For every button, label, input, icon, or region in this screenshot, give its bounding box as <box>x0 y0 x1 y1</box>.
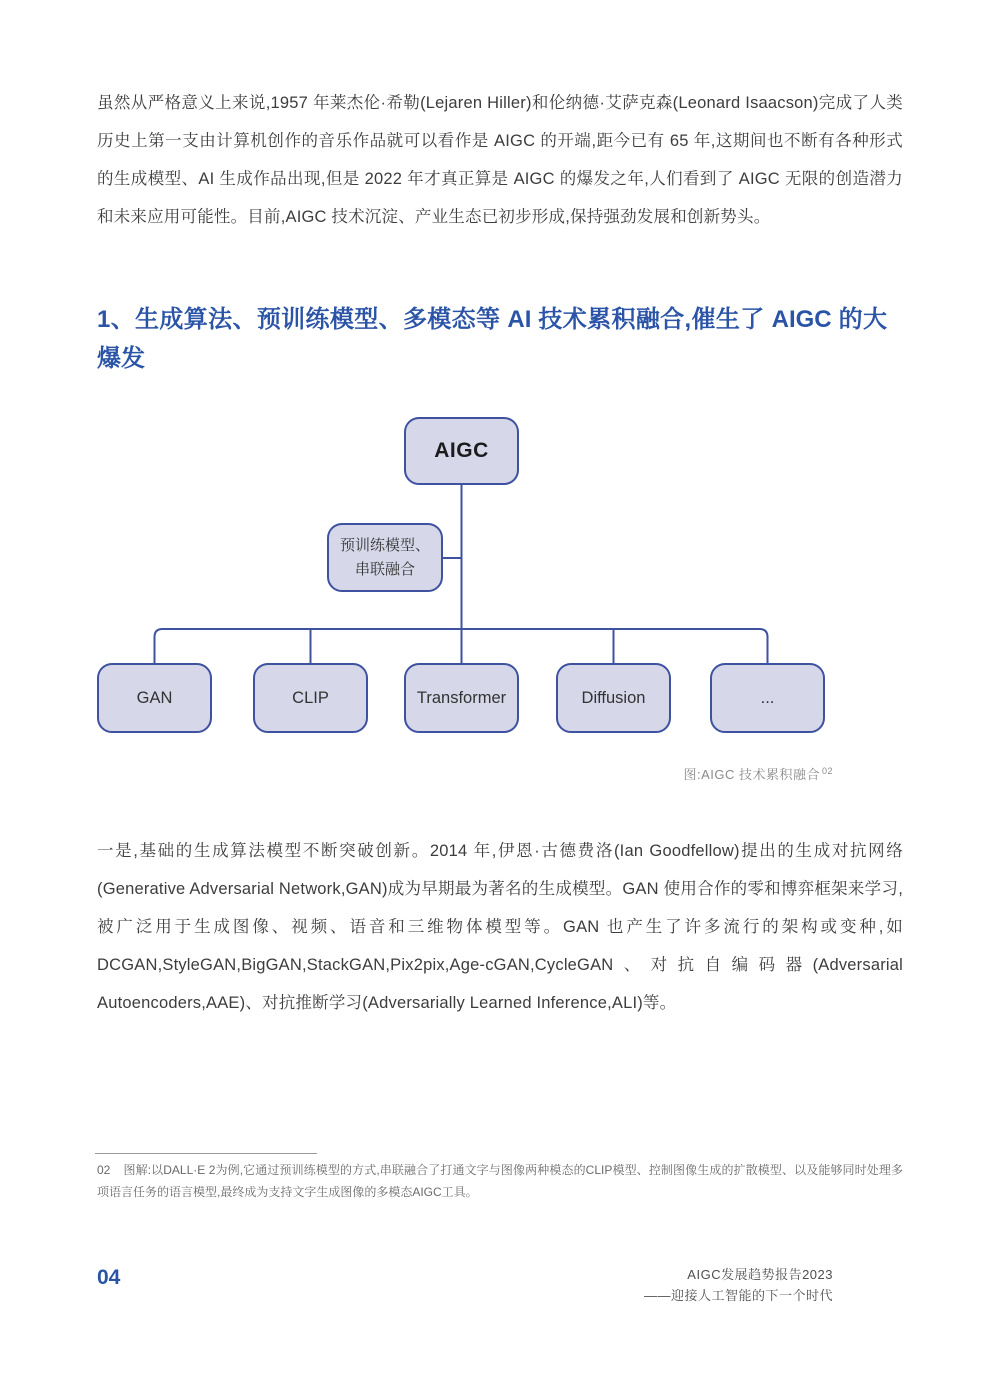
figure-caption-footnote-ref: 02 <box>821 765 833 776</box>
body-paragraph: 一是,基础的生成算法模型不断突破创新。2014 年,伊恩·古德费洛(Ian Goodfellow)提出的生成对抗网络(Generative Adversarial Network,GAN)成为早期最为著名的生成模型。GAN 使用合作的零和博弈框架来学习,被广泛用于生成图像、视频、语音和三维物体模型等。GAN 也产生了许多流行的架构或变种,如 DCGAN,StyleGAN,BigGAN,StackGAN,Pix2pix,Age-cGAN,CycleGAN、对抗自编码器(Adversarial Autoencoders,AAE)、对抗推断学习(Adversarially Learned Inference,ALI)等。 <box>97 842 903 1012</box>
diagram-node-clip: CLIP <box>253 663 368 733</box>
figure-caption <box>683 764 833 783</box>
footnote-separator <box>95 1153 317 1154</box>
figure-caption-text: 图:AIGC 技术累积融合 <box>683 767 820 782</box>
diagram-node-diffusion: Diffusion <box>556 663 671 733</box>
footnote-text: 图解:以DALL·E 2为例,它通过预训练模型的方式,串联融合了打通文字与图像两种模态的CLIP模型、控制图像生成的扩散模型、以及能够同时处理多项语言任务的语言模型,最终成为支持文字生成图像的多模态AIGC工具。 <box>97 1163 903 1199</box>
diagram-node-aigc: AIGC <box>404 417 519 485</box>
diagram-node-pretrained-model <box>327 523 443 592</box>
footnote <box>97 1160 903 1203</box>
diagram-node-ellipsis: ... <box>710 663 825 733</box>
intro-paragraph: 虽然从严格意义上来说,1957 年莱杰伦·希勒(Lejaren Hiller)和伦纳德·艾萨克森(Leonard Isaacson)完成了人类历史上第一支由计算机创作的音乐作品就可以看作是 AIGC 的开端,距今已有 65 年,这期间也不断有各种形式的生成模型、AI 生成作品出现,但是 2022 年才真正算是 AIGC 的爆发之年,人们看到了 AIGC 无限的创造潜力和未来应用可能性。目前,AIGC 技术沉淀、产业生态已初步形成,保持强劲发展和创新势头。 <box>97 94 903 226</box>
diagram-node-pretrained-model-line2: 串联融合 <box>354 560 415 578</box>
diagram-node-gan: GAN <box>97 663 212 733</box>
diagram-node-transformer: Transformer <box>404 663 519 733</box>
aigc-technology-diagram <box>0 400 1000 765</box>
footer-report-subtitle: ——迎接人工智能的下一个时代 <box>643 1288 833 1303</box>
footer-report-title: AIGC发展趋势报告2023 <box>687 1267 833 1282</box>
page-number: 04 <box>97 1266 121 1289</box>
section-heading: 1、生成算法、预训练模型、多模态等 AI 技术累积融合,催生了 AIGC 的大爆发 <box>97 306 887 372</box>
diagram-node-pretrained-model-line1: 预训练模型、 <box>339 536 430 554</box>
footer-report-info <box>644 1264 833 1306</box>
footnote-ref-number: 02 <box>97 1163 111 1177</box>
